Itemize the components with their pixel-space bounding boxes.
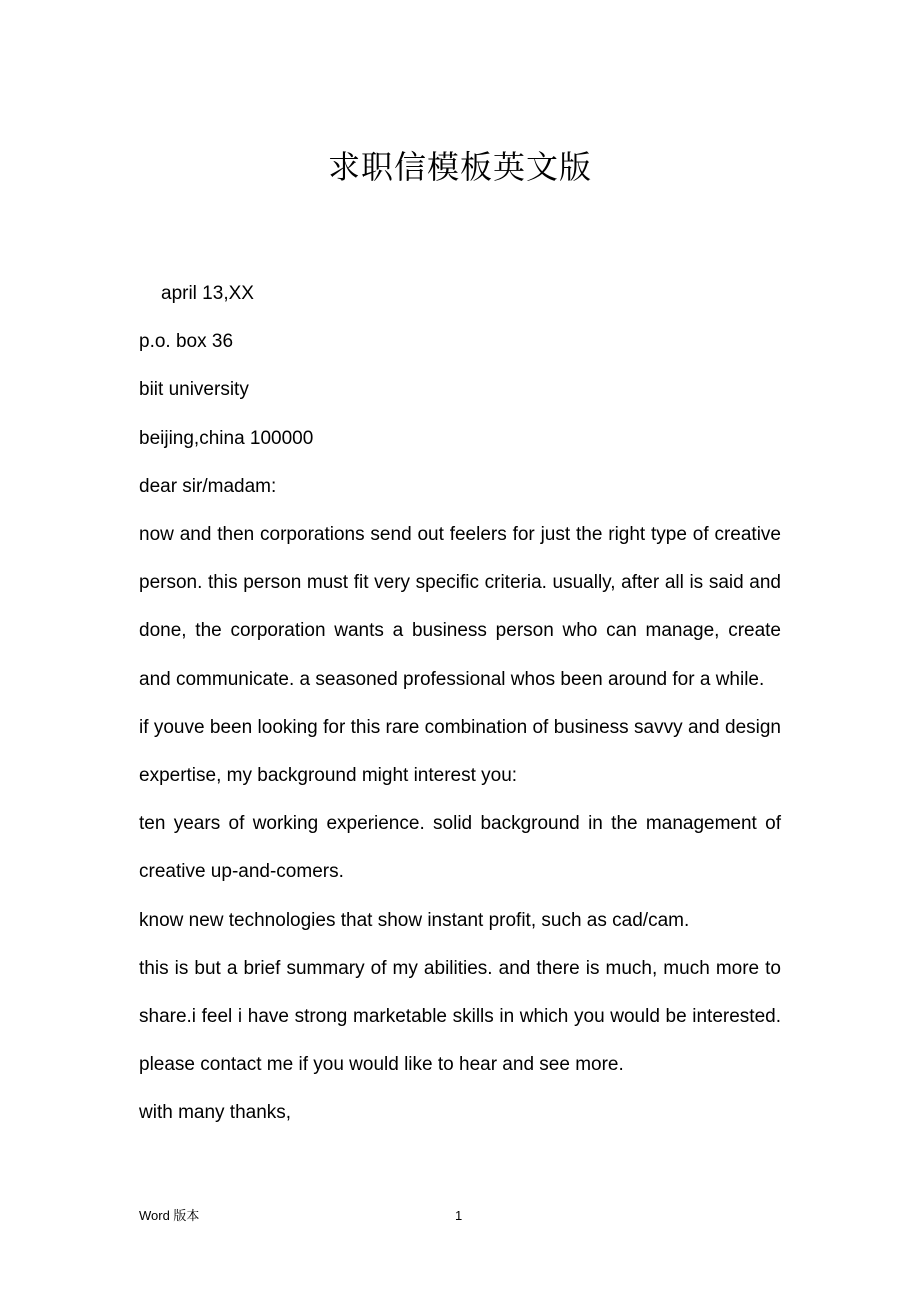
letter-body <box>139 270 781 1138</box>
letter-paragraph: if youve been looking for this rare combination of business savvy and design expertise, my background might interest you: <box>139 716 781 786</box>
letter-paragraph: know new technologies that show instant profit, such as cad/cam. <box>139 909 690 931</box>
letter-date: april 13,XX <box>161 283 254 304</box>
letter-paragraph: this is but a brief summary of my abilities. and there is much, much more to share.i feel i have strong marketable skills in which you would be interested. please contact me if you would like to hear and see more. <box>139 957 781 1076</box>
letter-paragraph: now and then corporations send out feelers for just the right type of creative person. this person must fit very specific criteria. usually, after all is said and done, the corporation wants a business person who can manage, create and communicate. a seasoned professional whos been around for a while. <box>139 523 781 690</box>
address-line: beijing,china 100000 <box>139 427 314 449</box>
letter-salutation: dear sir/madam: <box>139 475 277 497</box>
letter-paragraph: ten years of working experience. solid background in the management of creative up-and-comers. <box>139 813 781 883</box>
address-line: p.o. box 36 <box>139 331 234 353</box>
letter-closing: with many thanks, <box>139 1102 292 1124</box>
address-line: biit university <box>139 379 249 401</box>
page-number: 1 <box>455 1208 463 1223</box>
footer-label: Word 版本 <box>139 1208 200 1223</box>
document-title: 求职信模板英文版 <box>327 148 592 186</box>
